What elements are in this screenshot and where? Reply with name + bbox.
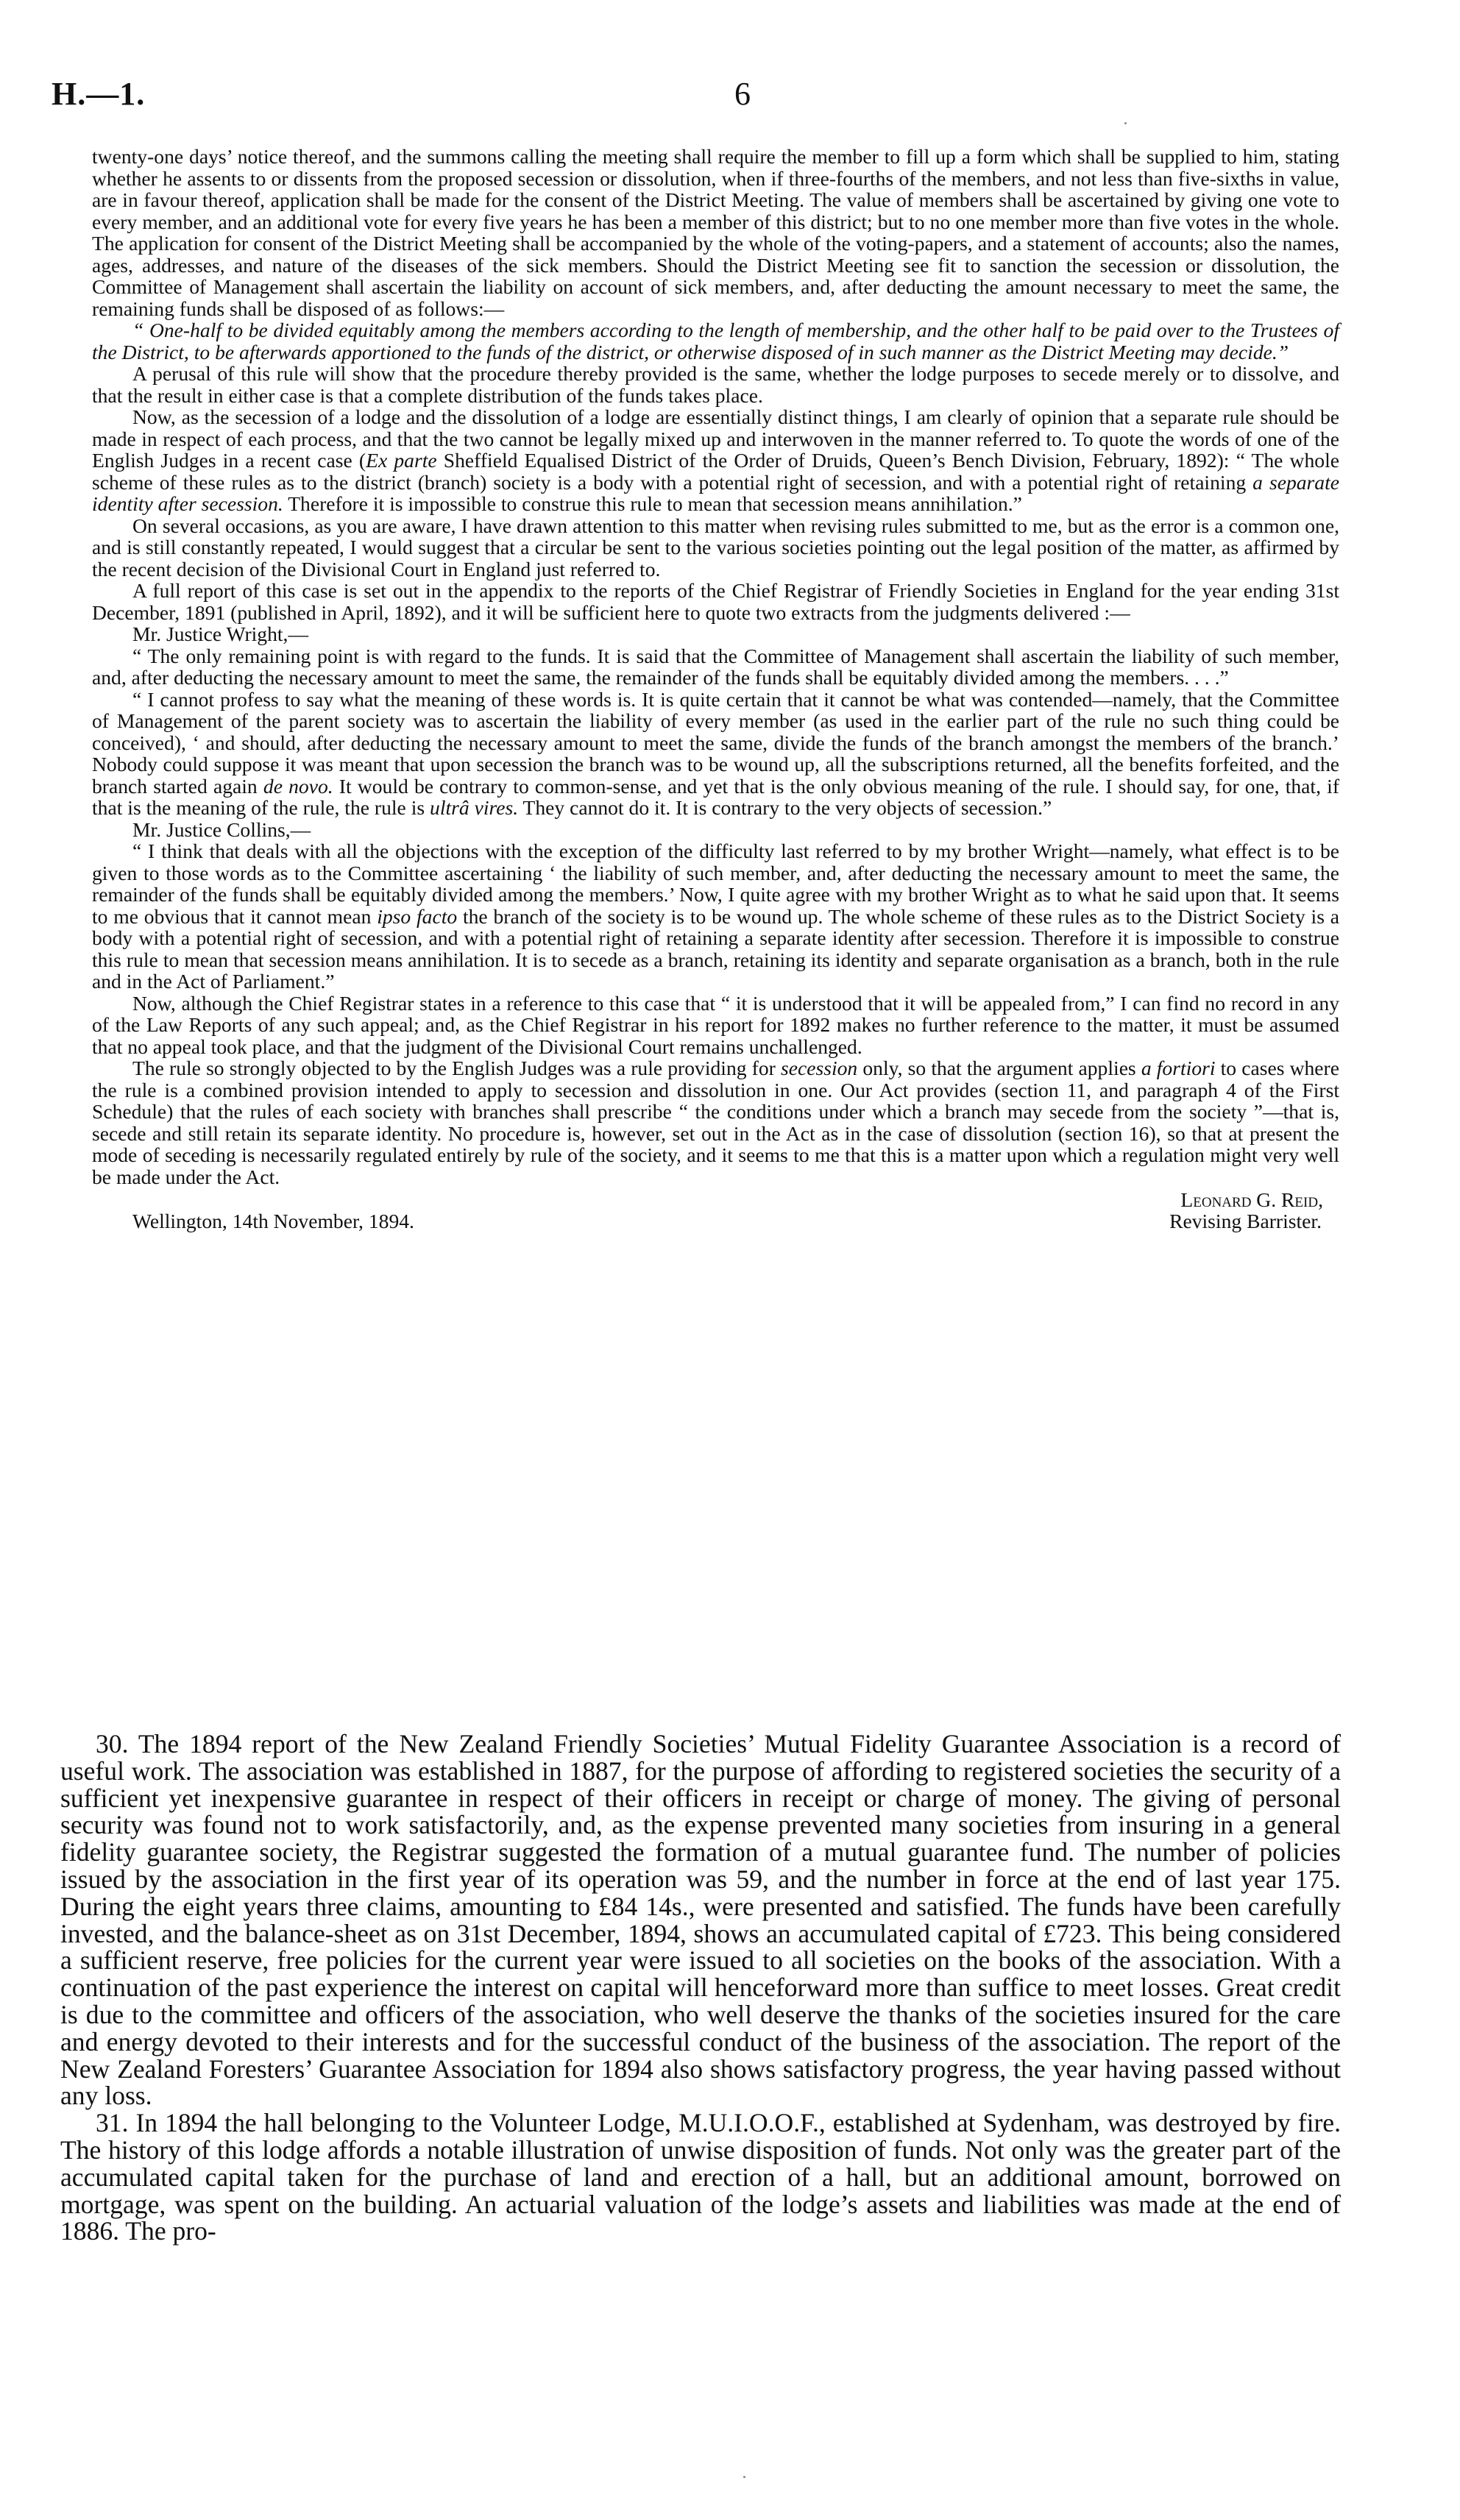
- text-run: “ I cannot profess to say what the meaning of these words is. It is quite certain that it cannot be what was contended—namely, that the Committee of Management of the parent society was to ascertain the liability of every member (as used in the earlier part of the rule no such thing could be conceived), ‘ and should, after deducting the necessary amount to meet the same, divide the funds of the branch amongst the members of the branch.’ Nobody could suppose it was meant that upon secession the branch was to be wound up, all the subscriptions returned, all the benefits forfeited, and the branch started again: [92, 687, 1339, 798]
- italic-run: a separate identity after secession.: [92, 470, 1339, 515]
- signature-title: Revising Barrister.: [1169, 1210, 1322, 1232]
- revising-barrister-letter: [92, 146, 1339, 1232]
- text-run: to cases where the rule is a combined provision intended to apply to secession and dissolution in one. Our Act provides (section 11, and paragraph 4 of the First Schedule) that the rules of each society with branches shall prescribe “ the conditions under which a branch may secede from the society ”—that is, secede and still retain its separate identity. No procedure is, however, set out in the Act as in the case of dissolution (section 16), so that at present the mode of seceding is necessarily regulated entirely by rule of the society, and it seems to me that this is a matter upon which a regulation might very well be made under the Act.: [92, 1057, 1339, 1188]
- text-run: only, so that the argument applies: [857, 1057, 1141, 1079]
- judge-heading-wright: Mr. Justice Wright,—: [132, 622, 309, 645]
- scan-speck: [1124, 122, 1127, 124]
- text-run: It would be contrary to common-sense, and yet that is the only obvious meaning of the rule. I should say, for one, that, if that is the meaning of the rule, the rule is: [92, 774, 1340, 819]
- paragraph-30: 30. The 1894 report of the New Zealand Friendly Societies’ Mutual Fidelity Guarantee Association is a record of useful work. The association was established in 1887, for the purpose of affording to registered societies the security of a sufficient yet inexpensive guarantee in respect of their officers in receipt or charge of money. The giving of personal security was found not to work satisfactorily, and, as the expense prevented many societies from insuring in a general fidelity guarantee society, the Registrar suggested the formation of a mutual guarantee fund. The number of policies issued by the association in the first year of its operation was 59, and the number in force at the end of last year 175. During the eight years three claims, amounting to £84 14s., were presented and satisfied. The funds have been carefully invested, and the balance-sheet as on 31st December, 1894, shows an accumulated capital of £723. This being considered a sufficient reserve, free policies for the current year were issued to all societies on the books of the association. With a continuation of the past experience the interest on capital will henceforward more than suffice to meet losses. Great credit is due to the committee and officers of the association, who well deserve the thanks of the societies insured for the care and energy devoted to their interests and for the successful conduct of the business of the association. The report of the New Zealand Foresters’ Guarantee Association for 1894 also shows satisfactory progress, the year having passed without any loss.: [60, 1729, 1341, 2111]
- letter-paragraph: [92, 1057, 1339, 1188]
- italic-run: de novo.: [263, 774, 333, 798]
- italic-run: a fortiori: [1141, 1057, 1216, 1079]
- signature-place-date: Wellington, 14th November, 1894.: [132, 1210, 414, 1232]
- text-run: Therefore it is impossible to construe this rule to mean that secession means annihilation.”: [283, 492, 1022, 515]
- italic-run: secession: [781, 1057, 858, 1079]
- judge-heading-collins: Mr. Justice Collins,—: [132, 817, 311, 841]
- italic-run: ultrâ vires.: [430, 796, 519, 819]
- text-run: Now, as the secession of a lodge and the dissolution of a lodge are essentially distinct things, I am clearly of opinion that a separate rule should be made in respect of each process, and that the two cannot be legally mixed up and interwoven in the manner referred to. To quote the words of one of the English Judges in a recent case (: [92, 405, 1339, 472]
- report-body: [60, 1731, 1341, 2245]
- judgment-quote: “ The only remaining point is with regard to the funds. It is said that the Committee of Management shall ascertain the liability of such member, and, after deducting the necessary amount to meet the same, the remainder of the funds shall be equitably divided among the members. . . .”: [92, 644, 1339, 689]
- rule-quotation-text: “ One-half to be divided equitably among the members according to the length of membership, and the other half to be paid over to the Trustees of the District, to be afterwards apportioned to the funds of the district, or otherwise disposed of in such manner as the District Meeting may decide.”: [92, 319, 1339, 363]
- letter-paragraph: A perusal of this rule will show that the procedure thereby provided is the same, whether the lodge purposes to secede merely or to dissolve, and that the result in either case is that a complete distribution of the funds takes place.: [92, 362, 1339, 407]
- signature-name: Leonard G. Reid,: [1180, 1188, 1323, 1211]
- judgment-quote: [92, 840, 1339, 993]
- text-run: The rule so strongly objected to by the English Judges was a rule providing for: [132, 1057, 781, 1079]
- letter-paragraph: [92, 406, 1339, 515]
- text-run: Sheffield Equalised District of the Order of Druids, Queen’s Bench Division, February, 1892): “ The whole scheme of these rules as to the district (branch) society is a body with a potential right of secession, and with a potential right of retaining: [92, 449, 1339, 494]
- parliamentary-paper-reference: H.—1.: [52, 76, 146, 112]
- text-run: They cannot do it. It is contrary to the very objects of secession.”: [518, 796, 1052, 819]
- text-run: “ I think that deals with all the objections with the exception of the difficulty last referred to by my brother Wright—namely, what effect is to be given to those words as to the Committee ascertaining ‘ the liability of such member, and, after deducting the necessary amount to meet the same, the remainder of the funds shall be equitably divided among the members.’ Now, I quite agree with my brother Wright as to what he said upon that. It seems to me obvious that it cannot mean: [92, 840, 1339, 928]
- rule-quotation: [92, 319, 1339, 363]
- italic-run: ipso facto: [377, 904, 458, 928]
- judgment-quote: [92, 689, 1339, 819]
- paragraph-31: 31. In 1894 the hall belonging to the Volunteer Lodge, M.U.I.O.O.F., established at Sydenham, was destroyed by fire. The history of this lodge affords a notable illustration of unwise disposition of funds. Not only was the greater part of the accumulated capital taken for the purchase of land and erection of a hall, but an additional amount, borrowed on mortgage, was spent on the building. An actuarial valuation of the lodge’s assets and liabilities was made at the end of 1886. The pro-: [60, 2108, 1341, 2246]
- signature-block: [92, 1189, 1339, 1232]
- letter-paragraph: Now, although the Chief Registrar states in a reference to this case that “ it is understood that it will be appealed from,” I can find no record in any of the Law Reports of any such appeal; and, as the Chief Registrar in his report for 1892 makes no further reference to the matter, it must be assumed that no appeal took place, and that the judgment of the Divisional Court remains unchallenged.: [92, 991, 1339, 1058]
- page-number: 6: [734, 76, 751, 112]
- letter-paragraph: On several occasions, as you are aware, I have drawn attention to this matter when revising rules submitted to me, but as the error is a common one, and is still constantly repeated, I would suggest that a circular be sent to the various societies pointing out the legal position of the matter, as affirmed by the recent decision of the Divisional Court in England just referred to.: [92, 514, 1339, 581]
- italic-run: Ex parte: [366, 449, 437, 472]
- letter-paragraph: A full report of this case is set out in the appendix to the reports of the Chief Registrar of Friendly Societies in England for the year ending 31st December, 1891 (published in April, 1892), and it will be sufficient here to quote two extracts from the judgments delivered :—: [92, 579, 1339, 624]
- scan-speck: [743, 2476, 745, 2478]
- letter-paragraph: twenty-one days’ notice thereof, and the summons calling the meeting shall require the member to fill up a form which shall be supplied to him, stating whether he assents to or dissents from the proposed secession or dissolution, when if three-fourths of the members, and not less than five-sixths in value, are in favour thereof, application shall be made for the consent of the District Meeting. The value of members shall be ascertained by giving one vote to every member, and an additional vote for every five years he has been a member of this district; but to no one member more than five votes in the whole. The application for consent of the District Meeting shall be accompanied by the whole of the voting-papers, and a statement of accounts; also the names, ages, addresses, and nature of the diseases of the sick members. Should the District Meeting see fit to sanction the secession or dissolution, the Committee of Management shall ascertain the liability on account of sick members, and, after deducting the amount necessary to meet the same, the remaining funds shall be disposed of as follows:—: [92, 145, 1339, 320]
- text-run: the branch of the society is to be wound up. The whole scheme of these rules as to the District Society is a body with a potential right of secession, and with a potential right of retaining a separate identity after secession. Therefore it is impossible to construe this rule to mean that secession means annihilation. It is to secede as a branch, retaining its identity and separate organisation as a branch, both in the rule and in the Act of Parliament.”: [92, 904, 1339, 993]
